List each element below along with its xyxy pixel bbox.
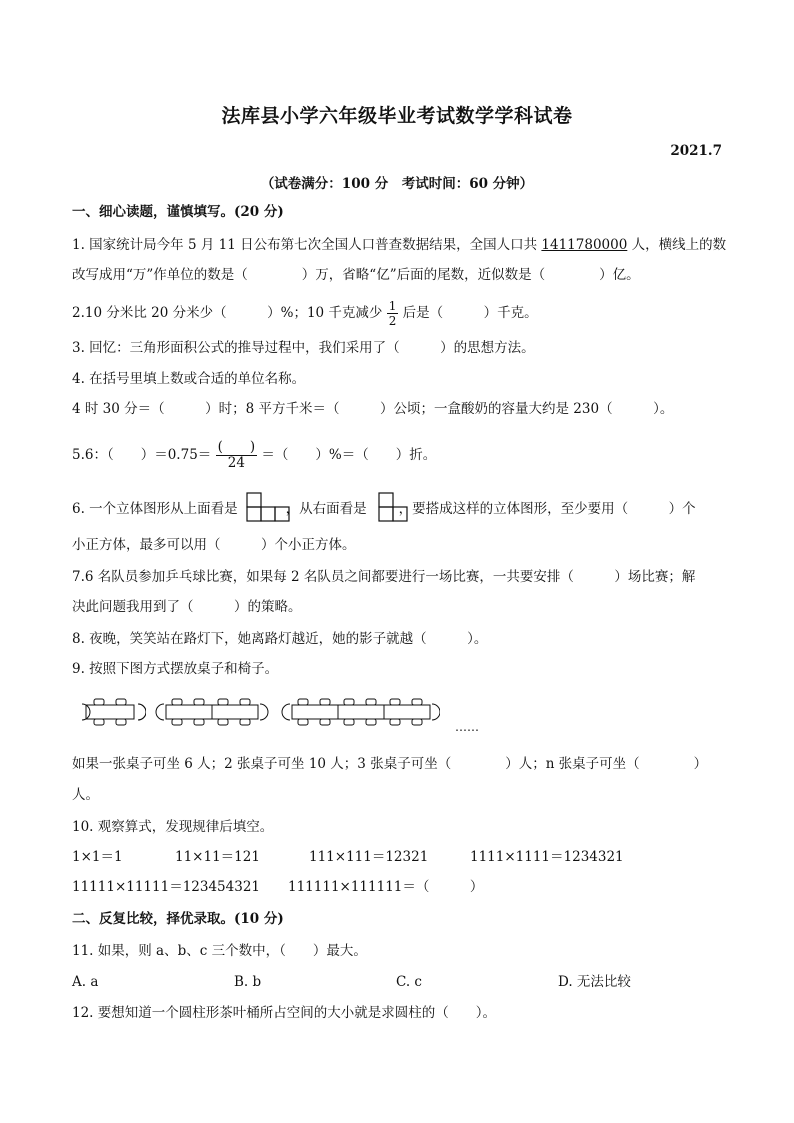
equation-2: 11×11＝121 <box>175 849 260 865</box>
fraction-denominator: 2 <box>388 314 397 328</box>
question-6-text-mid: ，从右面看是 <box>285 501 367 517</box>
exam-subtitle: （试卷满分：100 分 考试时间：60 分钟） <box>260 176 534 192</box>
question-5-text-end: ＝（ ）%＝（ ）折。 <box>261 447 437 463</box>
fraction-numerator: 1 <box>388 299 397 313</box>
option-c: C. c <box>396 974 422 990</box>
question-4-subitems: 4 时 30 分＝（ ）时；8 平方千米＝（ ）公顷；一盒酸奶的容量大约是 230（ ）。 <box>72 401 674 417</box>
question-11: 11. 如果，则 a、b、c 三个数中，（ ）最大。 <box>72 943 367 959</box>
question-6-text-end: ，要搭成这样的立体图形，至少要用（ ）个 <box>398 501 696 517</box>
question-12: 12. 要想知道一个圆柱形茶叶桶所占空间的大小就是求圆柱的（ ）。 <box>72 1005 497 1021</box>
question-8: 8. 夜晚，笑笑站在路灯下，她离路灯越近，她的影子就越（ ）。 <box>72 631 488 647</box>
question-2-text: 2.10 分米比 20 分米少（ ）%；10 千克减少 <box>72 305 383 321</box>
population-number: 1411780000 <box>541 237 628 253</box>
one-table-six-chairs-figure <box>74 694 146 730</box>
question-9-line-1: 如果一张桌子可坐 6 人；2 张桌子可坐 10 人；3 张桌子可坐（ ）人；n 张桌子可坐（ ） <box>72 756 708 772</box>
question-6-line-2: 小正方体，最多可以用（ ）个小正方体。 <box>72 537 356 553</box>
equation-4: 1111×1111＝1234321 <box>470 849 624 865</box>
fraction-numerator: ( ) <box>217 438 256 455</box>
question-2-text-end: 后是（ ）千克。 <box>402 305 538 321</box>
equation-1: 1×1＝1 <box>72 849 123 865</box>
question-1-line-2: 改写成用“万”作单位的数是（ ）万，省略“亿”后面的尾数，近似数是（ ）亿。 <box>72 267 640 283</box>
three-tables-fourteen-chairs-figure <box>280 694 440 730</box>
question-3: 3. 回忆：三角形面积公式的推导过程中，我们采用了（ ）的思想方法。 <box>72 340 535 356</box>
fraction-denominator: 24 <box>227 455 245 471</box>
question-4: 4. 在括号里填上数或合适的单位名称。 <box>72 371 306 387</box>
continuation-dots: …… <box>455 720 479 734</box>
right-view-figure <box>378 492 410 522</box>
exam-date: 2021.7 <box>670 143 722 159</box>
question-7-line-2: 决此问题我用到了（ ）的策略。 <box>72 599 302 615</box>
question-9: 9. 按照下图方式摆放桌子和椅子。 <box>72 661 279 677</box>
fraction-one-half <box>387 300 399 327</box>
fraction-blank-over-24 <box>216 438 258 471</box>
two-tables-ten-chairs-figure <box>154 694 272 730</box>
question-6-text: 6. 一个立体图形从上面看是 <box>72 501 238 517</box>
equation-3: 111×111＝12321 <box>309 849 429 865</box>
question-7-line-1: 7.6 名队员参加乒乓球比赛，如果每 2 名队员之间都要进行一场比赛，一共要安排（ ）场比赛；解 <box>72 569 696 585</box>
question-1-line-1 <box>72 236 726 254</box>
question-9-line-2: 人。 <box>72 787 99 803</box>
question-1-text: 1. 国家统计局今年 5 月 11 日公布第七次全国人口普查数据结果，全国人口共 <box>72 237 542 253</box>
question-5-text: 5.6：（ ）＝0.75＝ <box>72 447 212 463</box>
equation-6: 111111×111111＝（ ） <box>288 879 484 895</box>
top-view-figure <box>246 492 292 522</box>
page-title: 法库县小学六年级毕业考试数学学科试卷 <box>221 105 573 127</box>
option-a: A. a <box>72 974 99 990</box>
question-2 <box>72 300 538 327</box>
equation-5: 11111×11111＝123454321 <box>72 879 261 895</box>
question-5 <box>72 438 436 472</box>
question-10: 10. 观察算式，发现规律后填空。 <box>72 819 274 835</box>
section-2-heading: 二、反复比较，择优录取。(10 分) <box>72 911 284 927</box>
option-d: D. 无法比较 <box>558 974 631 990</box>
option-b: B. b <box>234 974 262 990</box>
question-1-text-end: 人，横线上的数 <box>627 237 727 253</box>
section-1-heading: 一、细心读题，谨慎填写。(20 分) <box>72 204 284 220</box>
